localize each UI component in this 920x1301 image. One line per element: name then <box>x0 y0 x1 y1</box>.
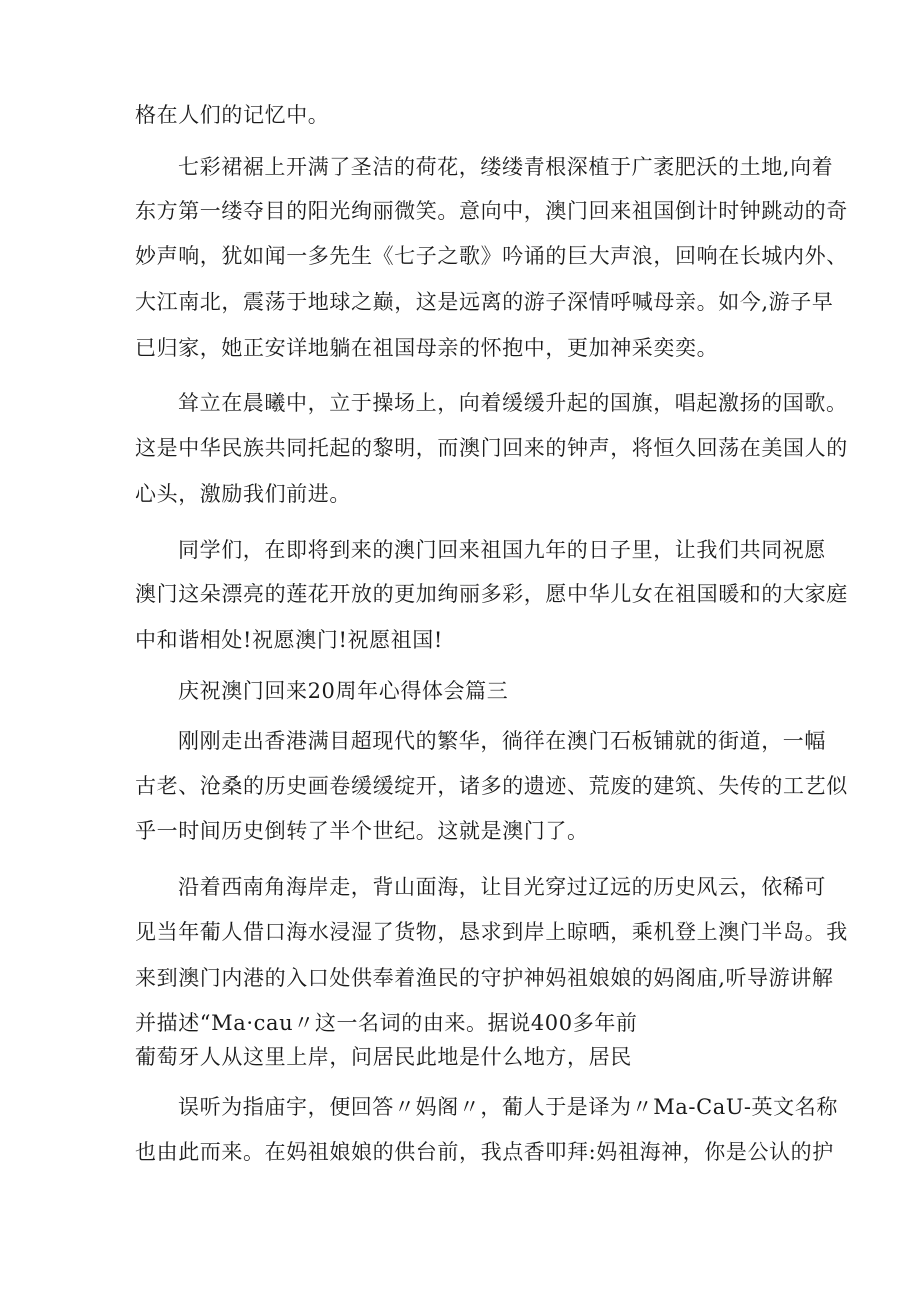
paragraph-line: 澳门这朵漂亮的莲花开放的更加绚丽多彩，愿中华儿女在祖国暖和的大家庭 <box>135 582 848 606</box>
paragraph-line: 大江南北，震荡于地球之巅，这是远离的游子深情呼喊母亲。如今,游子早 <box>135 290 834 314</box>
paragraph-line: 格在人们的记忆中。 <box>135 103 330 127</box>
paragraph-line: 已归家，她正安详地躺在祖国母亲的怀抱中，更加神采奕奕。 <box>135 336 719 360</box>
paragraph-line: 来到澳门内港的入口处供奉着渔民的守护神妈祖娘娘的妈阁庙,听导游讲解 <box>135 966 834 990</box>
paragraph-line: 同学们，在即将到来的澳门回来祖国九年的日子里，让我们共同祝愿 <box>178 538 826 562</box>
paragraph-line: 也由此而来。在妈祖娘娘的供台前，我点香叩拜:妈祖海神，你是公认的护 <box>135 1140 834 1164</box>
paragraph-line: 沿着西南角海岸走，背山面海，让目光穿过辽远的历史风云，依稀可 <box>178 875 826 899</box>
paragraph-line: 耸立在晨曦中，立于操场上，向着缓缓升起的国旗，唱起激扬的国歌。 <box>178 391 848 415</box>
paragraph-line: 东方第一缕夺目的阳光绚丽微笑。意向中，澳门回来祖国倒计时钟跳动的奇 <box>135 199 848 223</box>
paragraph-line: 七彩裙裾上开满了圣洁的荷花，缕缕青根深植于广袤肥沃的土地,向着 <box>178 155 834 179</box>
paragraph-line: 乎一时间历史倒转了半个世纪。这就是澳门了。 <box>135 819 589 843</box>
paragraph-line: 刚刚走出香港满目超现代的繁华，徜徉在澳门石板铺就的街道，一幅 <box>178 729 826 753</box>
paragraph-line: 中和谐相处!祝愿澳门!祝愿祖国! <box>135 628 443 652</box>
paragraph-line: 古老、沧桑的历史画卷缓缓绽开，诸多的遗迹、荒废的建筑、失传的工艺似 <box>135 774 848 798</box>
paragraph-line: 并描述“Ma·cau〃这一名词的由来。据说400多年前 <box>135 1011 638 1035</box>
paragraph-line: 这是中华民族共同托起的黎明，而澳门回来的钟声，将恒久回荡在美国人的 <box>135 436 848 460</box>
section-heading: 庆祝澳门回来20周年心得体会篇三 <box>178 679 509 703</box>
paragraph-line: 葡萄牙人从这里上岸，问居民此地是什么地方，居民 <box>135 1045 632 1069</box>
paragraph-line: 心头，激励我们前进。 <box>135 482 351 506</box>
paragraph-line: 误听为指庙宇，便回答〃妈阁〃，葡人于是译为〃Ma-CaU-英文名称 <box>178 1095 838 1119</box>
paragraph-line: 见当年葡人借口海水浸湿了货物，恳求到岸上晾晒，乘机登上澳门半岛。我 <box>135 920 848 944</box>
paragraph-line: 妙声响，犹如闻一多先生《七子之歌》吟诵的巨大声浪，回响在长城内外、 <box>135 244 848 268</box>
